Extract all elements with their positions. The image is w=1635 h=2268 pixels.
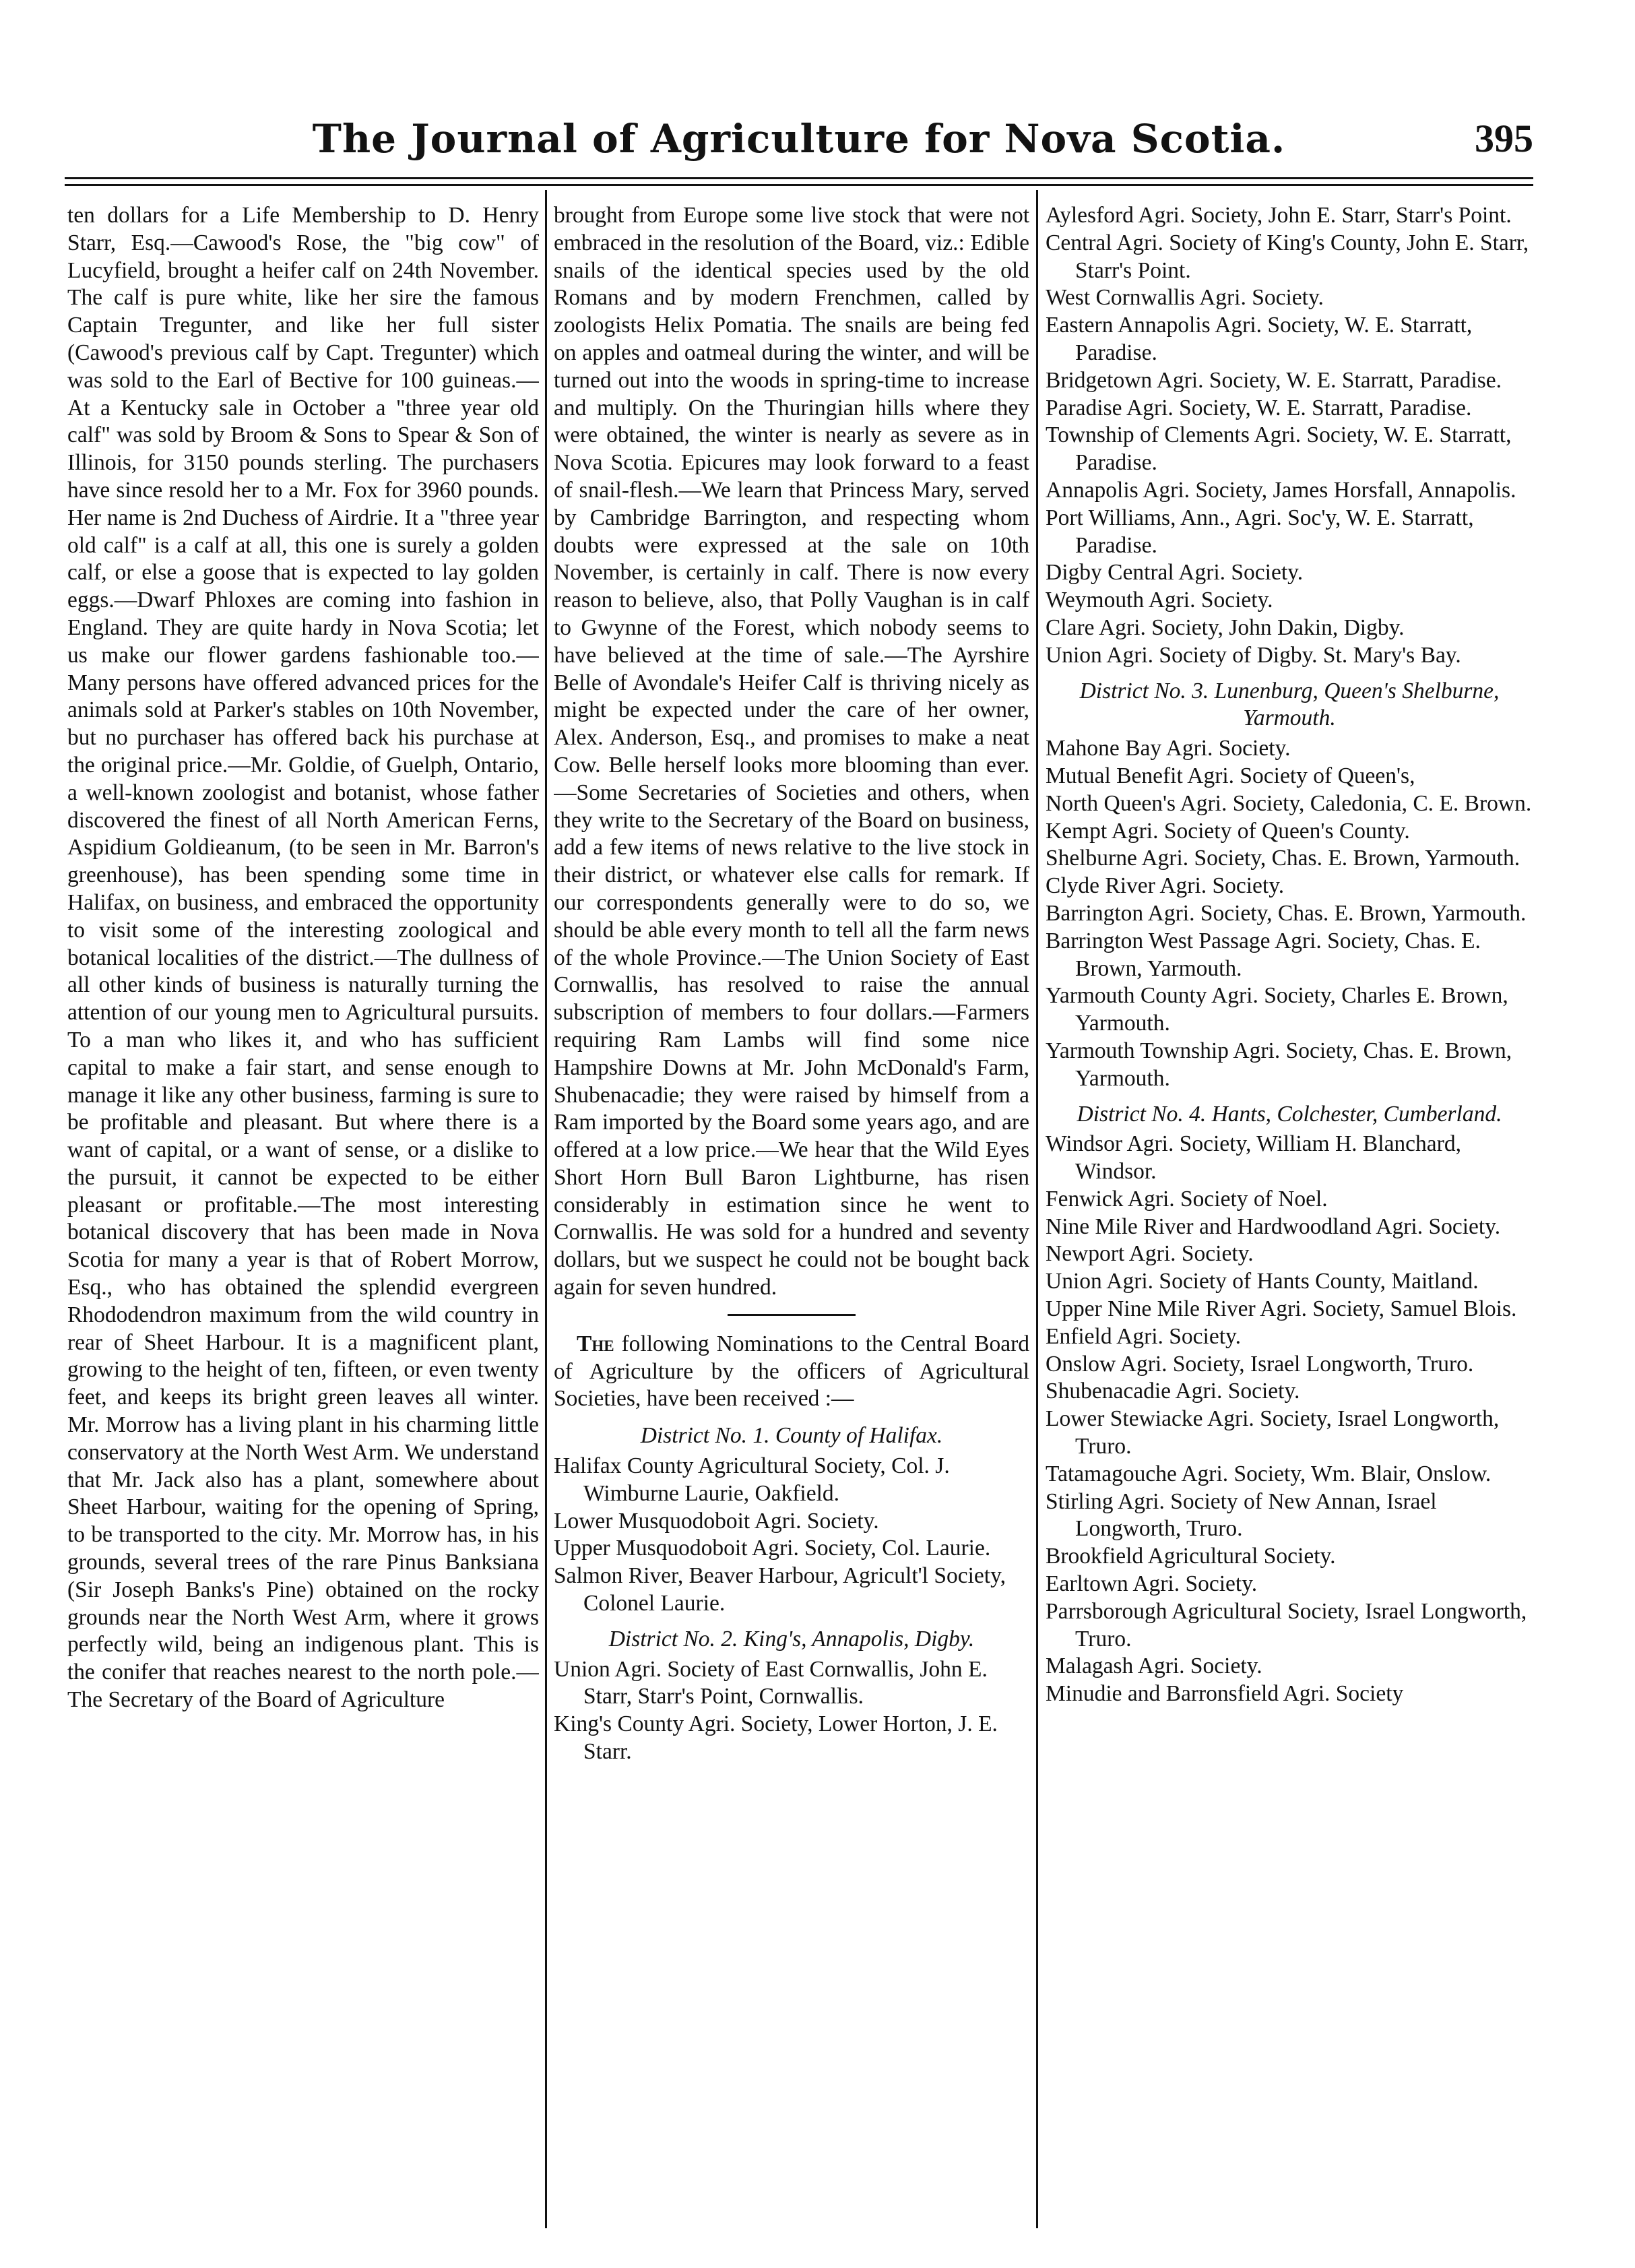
society-entry: Paradise Agri. Society, W. E. Starratt, Paradise. — [1046, 395, 1472, 420]
society-entry: Stirling Agri. Society of New Annan, Israel Longworth, Truro. — [1046, 1488, 1437, 1542]
society-entry: Annapolis Agri. Society, James Horsfall, Annapolis. — [1046, 477, 1516, 503]
society-entry: Parrsborough Agricultural Society, Israel Longworth, Truro. — [1046, 1598, 1527, 1651]
society-entry: Central Agri. Society of King's County, John E. Starr, Starr's Point. — [1046, 230, 1529, 283]
society-entry: Tatamagouche Agri. Society, Wm. Blair, Onslow. — [1046, 1461, 1492, 1486]
society-entry: Barrington Agri. Society, Chas. E. Brown, Yarmouth. — [1046, 900, 1527, 926]
society-entry: Kempt Agri. Society of Queen's County. — [1046, 818, 1410, 844]
society-entry: Barrington West Passage Agri. Society, Chas. E. Brown, Yarmouth. — [1046, 928, 1481, 981]
society-entry: Port Williams, Ann., Agri. Soc'y, W. E. Starratt, Paradise. — [1046, 505, 1474, 558]
district-heading-3: District No. 3. Lunenburg, Queen's Shelburne, Yarmouth. — [1079, 678, 1500, 731]
society-entry: Shelburne Agri. Society, Chas. E. Brown, Yarmouth. — [1046, 846, 1520, 871]
nominations-intro — [554, 1331, 1029, 1413]
society-entry: Fenwick Agri. Society of Noel. — [1046, 1186, 1328, 1211]
society-entry: Weymouth Agri. Society. — [1046, 588, 1273, 613]
society-entry: Onslow Agri. Society, Israel Longworth, Truro. — [1046, 1351, 1474, 1377]
society-entry: Yarmouth County Agri. Society, Charles E. Brown, Yarmouth. — [1046, 983, 1508, 1036]
district-heading-1: District No. 1. County of Halifax. — [640, 1423, 943, 1449]
district-heading-2: District No. 2. King's, Annapolis, Digby. — [608, 1626, 975, 1651]
journal-title: The Journal of Agriculture for Nova Scotia. — [312, 116, 1286, 162]
society-entry: Windsor Agri. Society, William H. Blanchard, Windsor. — [1046, 1131, 1461, 1185]
society-entry: Nine Mile River and Hardwoodland Agri. Society. — [1046, 1214, 1501, 1239]
society-entry: Minudie and Barronsfield Agri. Society — [1046, 1681, 1404, 1707]
nominations-intro-text: following Nominations to the Central Board of Agriculture by the officers of Agricultural Societies, have been received :— — [554, 1331, 1029, 1412]
society-entry: North Queen's Agri. Society, Caledonia, C. E. Brown. — [1046, 790, 1532, 816]
society-entry: West Cornwallis Agri. Society. — [1046, 285, 1324, 311]
society-entry: Malagash Agri. Society. — [1046, 1653, 1262, 1679]
society-entry: Mutual Benefit Agri. Society of Queen's, — [1046, 763, 1415, 788]
society-entry: Lower Musquodoboit Agri. Society. — [554, 1508, 879, 1534]
column-two — [554, 202, 1029, 2217]
district-heading-4: District No. 4. Hants, Colchester, Cumberland. — [1077, 1101, 1502, 1127]
society-entry: Salmon River, Beaver Harbour, Agricult'l Society, Colonel Laurie. — [554, 1563, 1006, 1616]
column-divider-left — [545, 190, 547, 2228]
society-entry: Digby Central Agri. Society. — [1046, 560, 1304, 586]
page-number: 395 — [1475, 117, 1533, 160]
column-three — [1046, 202, 1533, 2217]
society-entry: Mahone Bay Agri. Society. — [1046, 736, 1291, 761]
society-entry: Union Agri. Society of Hants County, Maitland. — [1046, 1269, 1479, 1294]
running-header — [65, 116, 1533, 177]
header-rule-bottom — [65, 184, 1533, 186]
news-paragraph: ten dollars for a Life Membership to D. Henry Starr, Esq.—Cawood's Rose, the "big cow" of Lucyfield, brought a heifer calf on 24th November. The calf is pure white, like her sire the famous Captain Tregunter, and like her full sister (Cawood's previous calf by Capt. Tregunter) which was sold to the Earl of Bective for 100 guineas.—At a Kentucky sale in October a "three year old calf" was sold by Broom & Sons to Spear & Son of Illinois, for 3150 pounds sterling. The purchasers have since resold her to a Mr. Fox for 3960 pounds. Her name is 2nd Duchess of Airdrie. It a "three year old calf" is a calf at all, this one is surely a golden calf, or else a goose that is expected to lay golden eggs.—Dwarf Phloxes are coming into fashion in England. They are quite hardy in Nova Scotia; let us make our flower gardens fashionable too.—Many persons have offered advanced prices for the animals sold at Parker's stables on 10th November, but no purchaser has offered back his purchase at the original price.—Mr. Goldie, of Guelph, Ontario, a well-known zoologist and botanist, whose father discovered the finest of all North American Ferns, Aspidium Goldieanum, (to be seen in Mr. Barron's greenhouse), has been spending some time in Halifax, on business, and embraced the opportunity to visit some of the interesting zoological and botanical localities of the district.—The dullness of all other kinds of business is naturally turning the attention of our young men to Agricultural pursuits. To a man who likes it, and who has sufficient capital to make a fair start, and sense enough to manage it like any other business, farming is sure to be profitable and pleasant. But where there is a want of capital, or a want of sense, or a dislike to the pursuit, it cannot be expected to be either pleasant or profitable.—The most interesting botanical discovery that has been made in Nova Scotia for many a year is that of Robert Morrow, Esq., who has obtained the splendid evergreen Rhododendron maximum from the wild country in rear of Sheet Harbour. It is a magnificent plant, growing to the height of ten, fifteen, or even twenty feet, and keeps its bright green leaves all winter. Mr. Morrow has a living plant in his charming little conservatory at the North West Arm. We understand that Mr. Jack also has a plant, somewhere about Sheet Harbour, waiting for the opening of Spring, to be transported to the city. Mr. Morrow has, in his grounds, several trees of the rare Pinus Banksiana (Sir Joseph Banks's Pine) obtained on the rocky grounds near the North West Arm, where it grows perfectly wild, being an indigenous plant. This is the conifer that reaches nearest to the north pole.—The Secretary of the Board of Agriculture — [67, 203, 539, 1713]
society-entry: Lower Stewiacke Agri. Society, Israel Longworth, Truro. — [1046, 1406, 1500, 1459]
society-entry: Clare Agri. Society, John Dakin, Digby. — [1046, 615, 1405, 640]
society-entry: Eastern Annapolis Agri. Society, W. E. Starratt, Paradise. — [1046, 313, 1473, 365]
society-entry: Yarmouth Township Agri. Society, Chas. E. Brown, Yarmouth. — [1046, 1038, 1512, 1091]
society-entry: Upper Nine Mile River Agri. Society, Samuel Blois. — [1046, 1296, 1517, 1322]
society-entry: Township of Clements Agri. Society, W. E. Starratt, Paradise. — [1046, 422, 1512, 476]
column-one — [67, 202, 539, 2217]
society-entry: Brookfield Agricultural Society. — [1046, 1544, 1336, 1569]
society-entry: Halifax County Agricultural Society, Col. J. Wimburne Laurie, Oakfield. — [554, 1453, 950, 1506]
society-entry: Clyde River Agri. Society. — [1046, 873, 1285, 899]
society-entry: Union Agri. Society of East Cornwallis, John E. Starr, Starr's Point, Cornwallis. — [554, 1656, 988, 1709]
column-divider-right — [1036, 190, 1038, 2228]
society-entry: Upper Musquodoboit Agri. Society, Col. Laurie. — [554, 1536, 991, 1561]
society-entry: Newport Agri. Society. — [1046, 1241, 1254, 1267]
society-entry: Bridgetown Agri. Society, W. E. Starratt, Paradise. — [1046, 367, 1502, 393]
society-entry: Union Agri. Society of Digby. St. Mary's Bay. — [1046, 642, 1461, 668]
nominations-lead-word: The — [577, 1331, 614, 1356]
society-entry: Aylesford Agri. Society, John E. Starr, Starr's Point. — [1046, 203, 1512, 228]
society-entry: King's County Agri. Society, Lower Horton, J. E. Starr. — [554, 1711, 998, 1765]
society-entry: Shubenacadie Agri. Society. — [1046, 1379, 1300, 1404]
header-rule-top — [65, 177, 1533, 179]
society-entry: Enfield Agri. Society. — [1046, 1323, 1241, 1349]
news-paragraph-continued: brought from Europe some live stock that were not embraced in the resolution of the Board, viz.: Edible snails of the identical species used by the old Romans and by modern Frenchmen, called by zoologists Helix Pomatia. The snails are being fed on apples and oatmeal during the winter, and will be turned out into the woods in spring-time to increase and multiply. On the Thuringian hills where they were obtained, the winter is nearly as severe as in Nova Scotia. Epicures may look forward to a feast of snail-flesh.—We learn that Princess Mary, served by Cambridge Barrington, and respecting whom doubts were expressed at the sale on 10th November, is certainly in calf. There is now every reason to believe, also, that Polly Vaughan is in calf to Gwynne of the Forest, which nobody seems to have believed at the time of sale.—The Ayrshire Belle of Avondale's Heifer Calf is thriving nicely as might be expected under the care of her owner, Alex. Anderson, Esq., and promises to make a neat Cow. Belle herself looks more blooming than ever.—Some Secretaries of Societies and others, when they write to the Secretary of the Board on business, add a few items of news relative to the live stock in their district, or whatever else calls for remark. If our correspondents generally were to do so, we should be able every month to tell all the farm news of the whole Province.—The Union Society of East Cornwallis, has resolved to raise the annual subscription of members to four dollars.—Farmers requiring Ram Lambs will find some nice Hampshire Downs at Mr. John McDonald's Farm, Shubenacadie; they were raised by himself from a Ram imported by the Board some years ago, and are offered at a low price.—We hear that the Wild Eyes Short Horn Bull Baron Lightburne, has risen considerably in estimation since he went to Cornwallis. He was sold for a hundred and seventy dollars, but we suspect he could not be bought back again for seven hundred. — [554, 203, 1029, 1300]
society-entry: Earltown Agri. Society. — [1046, 1571, 1258, 1597]
section-divider — [728, 1314, 856, 1316]
